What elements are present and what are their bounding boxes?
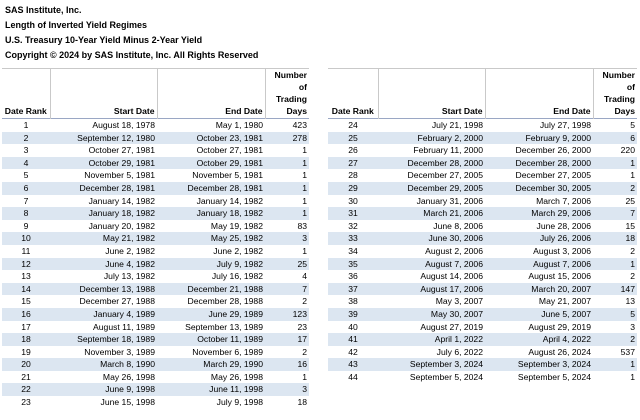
cell-start-date: October 29, 1981 (50, 157, 157, 170)
cell-trading-days: 7 (593, 207, 637, 220)
cell-end-date: June 28, 2006 (485, 220, 593, 233)
cell-trading-days: 18 (593, 232, 637, 245)
cell-start-date: June 2, 1982 (50, 245, 157, 258)
table-row (2, 169, 309, 182)
cell-end-date: December 28, 1988 (157, 295, 265, 308)
cell-start-date: June 30, 2006 (378, 232, 485, 245)
cell-date-rank: 5 (2, 169, 50, 182)
cell-end-date: August 15, 2006 (485, 270, 593, 283)
cell-end-date: January 18, 1982 (157, 207, 265, 220)
table-row (328, 182, 637, 195)
cell-trading-days: 1 (265, 207, 309, 220)
cell-date-rank: 29 (328, 182, 378, 195)
cell-end-date: December 28, 1981 (157, 182, 265, 195)
cell-trading-days: 2 (593, 182, 637, 195)
cell-trading-days: 1 (265, 169, 309, 182)
cell-date-rank: 26 (328, 144, 378, 157)
cell-trading-days: 18 (265, 396, 309, 409)
cell-date-rank: 4 (2, 157, 50, 170)
cell-start-date: April 1, 2022 (378, 333, 485, 346)
cell-trading-days: 17 (265, 333, 309, 346)
cell-start-date: September 12, 1980 (50, 132, 157, 145)
cell-date-rank: 23 (2, 396, 50, 409)
cell-end-date: March 29, 1990 (157, 358, 265, 371)
cell-end-date: June 11, 1998 (157, 383, 265, 396)
table-row (2, 396, 309, 409)
cell-trading-days: 123 (265, 308, 309, 321)
cell-date-rank: 15 (2, 295, 50, 308)
cell-trading-days: 2 (265, 346, 309, 359)
cell-date-rank: 40 (328, 321, 378, 334)
cell-date-rank: 2 (2, 132, 50, 145)
table-row (2, 157, 309, 170)
table-row (328, 308, 637, 321)
cell-date-rank: 34 (328, 245, 378, 258)
cell-end-date: March 29, 2006 (485, 207, 593, 220)
column-header-end-date: End Date (485, 69, 593, 119)
cell-end-date: October 29, 1981 (157, 157, 265, 170)
column-header-start-date: Start Date (50, 69, 157, 119)
cell-trading-days: 7 (265, 283, 309, 296)
cell-trading-days: 15 (593, 220, 637, 233)
cell-trading-days: 423 (265, 119, 309, 132)
cell-start-date: June 9, 1998 (50, 383, 157, 396)
cell-end-date: August 7, 2006 (485, 258, 593, 271)
cell-end-date: February 9, 2000 (485, 132, 593, 145)
cell-trading-days: 3 (593, 321, 637, 334)
cell-start-date: March 8, 1990 (50, 358, 157, 371)
table-row (2, 220, 309, 233)
table-row (2, 245, 309, 258)
cell-date-rank: 25 (328, 132, 378, 145)
table-row (2, 358, 309, 371)
table-row (2, 207, 309, 220)
cell-end-date: July 9, 1982 (157, 258, 265, 271)
cell-start-date: June 4, 1982 (50, 258, 157, 271)
cell-date-rank: 6 (2, 182, 50, 195)
cell-start-date: July 21, 1998 (378, 119, 485, 132)
table-row (328, 157, 637, 170)
cell-end-date: June 2, 1982 (157, 245, 265, 258)
cell-trading-days: 5 (593, 308, 637, 321)
cell-end-date: October 23, 1981 (157, 132, 265, 145)
table-row (328, 346, 637, 359)
cell-end-date: March 20, 2007 (485, 283, 593, 296)
cell-date-rank: 28 (328, 169, 378, 182)
cell-trading-days: 23 (265, 321, 309, 334)
cell-end-date: September 13, 1989 (157, 321, 265, 334)
cell-start-date: May 21, 1982 (50, 232, 157, 245)
table-header-row (2, 69, 309, 119)
cell-end-date: August 3, 2006 (485, 245, 593, 258)
cell-start-date: September 5, 2024 (378, 371, 485, 384)
cell-end-date: July 9, 1998 (157, 396, 265, 409)
table-row (328, 232, 637, 245)
table-row (328, 119, 637, 132)
cell-date-rank: 19 (2, 346, 50, 359)
report-header (5, 3, 258, 63)
table-row (328, 270, 637, 283)
cell-date-rank: 31 (328, 207, 378, 220)
cell-end-date: December 27, 2005 (485, 169, 593, 182)
cell-trading-days: 2 (593, 333, 637, 346)
cell-trading-days: 25 (593, 195, 637, 208)
cell-start-date: November 3, 1989 (50, 346, 157, 359)
cell-start-date: May 26, 1998 (50, 371, 157, 384)
table-row (328, 245, 637, 258)
cell-trading-days: 3 (265, 232, 309, 245)
cell-start-date: August 11, 1989 (50, 321, 157, 334)
cell-trading-days: 1 (265, 182, 309, 195)
column-header-end-date: End Date (157, 69, 265, 119)
table-row (328, 144, 637, 157)
cell-date-rank: 7 (2, 195, 50, 208)
cell-date-rank: 21 (2, 371, 50, 384)
table-body-left (2, 119, 309, 409)
cell-end-date: October 27, 1981 (157, 144, 265, 157)
report-title: Length of Inverted Yield Regimes (5, 20, 148, 30)
cell-trading-days: 1 (593, 157, 637, 170)
report-subtitle: U.S. Treasury 10-Year Yield Minus 2-Year Yield (5, 35, 203, 45)
cell-date-rank: 38 (328, 295, 378, 308)
table-row (2, 182, 309, 195)
inversion-table-right (328, 68, 637, 383)
table-row (328, 258, 637, 271)
cell-date-rank: 12 (2, 258, 50, 271)
cell-end-date: October 11, 1989 (157, 333, 265, 346)
cell-trading-days: 1 (265, 245, 309, 258)
cell-trading-days: 3 (265, 383, 309, 396)
cell-start-date: August 27, 2019 (378, 321, 485, 334)
cell-end-date: June 5, 2007 (485, 308, 593, 321)
cell-start-date: December 28, 1981 (50, 182, 157, 195)
cell-end-date: January 14, 1982 (157, 195, 265, 208)
cell-trading-days: 1 (593, 169, 637, 182)
cell-trading-days: 2 (593, 270, 637, 283)
table-row (2, 232, 309, 245)
cell-end-date: December 26, 2000 (485, 144, 593, 157)
cell-end-date: September 3, 2024 (485, 358, 593, 371)
cell-start-date: July 6, 2022 (378, 346, 485, 359)
cell-date-rank: 43 (328, 358, 378, 371)
cell-end-date: August 26, 2024 (485, 346, 593, 359)
cell-trading-days: 16 (265, 358, 309, 371)
cell-date-rank: 36 (328, 270, 378, 283)
table-row (328, 283, 637, 296)
cell-start-date: August 17, 2006 (378, 283, 485, 296)
cell-date-rank: 44 (328, 371, 378, 384)
cell-trading-days: 2 (265, 295, 309, 308)
column-header-date-rank: Date Rank (2, 69, 50, 119)
cell-date-rank: 10 (2, 232, 50, 245)
cell-date-rank: 16 (2, 308, 50, 321)
table-row (328, 333, 637, 346)
table-row (2, 321, 309, 334)
table-row (328, 295, 637, 308)
cell-end-date: September 5, 2024 (485, 371, 593, 384)
cell-start-date: February 11, 2000 (378, 144, 485, 157)
cell-start-date: January 20, 1982 (50, 220, 157, 233)
table-row (328, 195, 637, 208)
cell-date-rank: 17 (2, 321, 50, 334)
cell-end-date: May 21, 2007 (485, 295, 593, 308)
table-row (2, 144, 309, 157)
table-row (2, 119, 309, 132)
cell-start-date: December 13, 1988 (50, 283, 157, 296)
cell-date-rank: 24 (328, 119, 378, 132)
company-name: SAS Institute, Inc. (5, 5, 82, 15)
cell-start-date: October 27, 1981 (50, 144, 157, 157)
table-row (2, 195, 309, 208)
cell-trading-days: 83 (265, 220, 309, 233)
cell-start-date: May 3, 2007 (378, 295, 485, 308)
table-row (2, 383, 309, 396)
table-row (2, 258, 309, 271)
cell-date-rank: 18 (2, 333, 50, 346)
cell-start-date: May 30, 2007 (378, 308, 485, 321)
cell-start-date: September 18, 1989 (50, 333, 157, 346)
cell-start-date: December 27, 1988 (50, 295, 157, 308)
cell-end-date: May 25, 1982 (157, 232, 265, 245)
cell-start-date: July 13, 1982 (50, 270, 157, 283)
cell-start-date: December 28, 2000 (378, 157, 485, 170)
cell-trading-days: 1 (593, 258, 637, 271)
cell-trading-days: 5 (593, 119, 637, 132)
table-row (328, 321, 637, 334)
cell-end-date: August 29, 2019 (485, 321, 593, 334)
cell-end-date: July 26, 2006 (485, 232, 593, 245)
column-header-start-date: Start Date (378, 69, 485, 119)
table-row (2, 283, 309, 296)
cell-end-date: May 26, 1998 (157, 371, 265, 384)
cell-start-date: March 21, 2006 (378, 207, 485, 220)
cell-trading-days: 2 (593, 245, 637, 258)
cell-trading-days: 1 (593, 371, 637, 384)
cell-start-date: January 18, 1982 (50, 207, 157, 220)
table-header-row (328, 69, 637, 119)
cell-date-rank: 37 (328, 283, 378, 296)
table-row (328, 371, 637, 384)
cell-date-rank: 41 (328, 333, 378, 346)
cell-date-rank: 14 (2, 283, 50, 296)
cell-trading-days: 1 (265, 371, 309, 384)
cell-trading-days: 13 (593, 295, 637, 308)
column-header-trading-days: Number of Trading Days (593, 69, 637, 119)
cell-start-date: August 18, 1978 (50, 119, 157, 132)
table-row (2, 132, 309, 145)
table-row (2, 295, 309, 308)
cell-end-date: November 5, 1981 (157, 169, 265, 182)
cell-trading-days: 1 (265, 157, 309, 170)
table-row (328, 358, 637, 371)
cell-start-date: June 8, 2006 (378, 220, 485, 233)
column-header-date-rank: Date Rank (328, 69, 378, 119)
cell-date-rank: 30 (328, 195, 378, 208)
table-row (2, 346, 309, 359)
cell-trading-days: 147 (593, 283, 637, 296)
table-row (328, 169, 637, 182)
cell-start-date: August 14, 2006 (378, 270, 485, 283)
cell-start-date: August 2, 2006 (378, 245, 485, 258)
cell-start-date: January 31, 2006 (378, 195, 485, 208)
cell-start-date: August 7, 2006 (378, 258, 485, 271)
table-row (2, 333, 309, 346)
cell-start-date: June 15, 1998 (50, 396, 157, 409)
cell-end-date: June 29, 1989 (157, 308, 265, 321)
cell-end-date: July 27, 1998 (485, 119, 593, 132)
cell-date-rank: 42 (328, 346, 378, 359)
cell-trading-days: 1 (265, 195, 309, 208)
table-row (328, 207, 637, 220)
cell-end-date: March 7, 2006 (485, 195, 593, 208)
cell-date-rank: 1 (2, 119, 50, 132)
cell-date-rank: 33 (328, 232, 378, 245)
table-row (2, 270, 309, 283)
cell-trading-days: 6 (593, 132, 637, 145)
cell-end-date: December 30, 2005 (485, 182, 593, 195)
cell-end-date: December 28, 2000 (485, 157, 593, 170)
cell-start-date: February 2, 2000 (378, 132, 485, 145)
cell-date-rank: 3 (2, 144, 50, 157)
cell-start-date: January 4, 1989 (50, 308, 157, 321)
cell-start-date: November 5, 1981 (50, 169, 157, 182)
cell-date-rank: 27 (328, 157, 378, 170)
cell-end-date: April 4, 2022 (485, 333, 593, 346)
cell-end-date: July 16, 1982 (157, 270, 265, 283)
cell-date-rank: 32 (328, 220, 378, 233)
cell-date-rank: 9 (2, 220, 50, 233)
cell-start-date: January 14, 1982 (50, 195, 157, 208)
cell-date-rank: 22 (2, 383, 50, 396)
cell-trading-days: 220 (593, 144, 637, 157)
copyright-notice: Copyright © 2024 by SAS Institute, Inc. All Rights Reserved (5, 50, 259, 60)
cell-date-rank: 8 (2, 207, 50, 220)
cell-trading-days: 25 (265, 258, 309, 271)
cell-date-rank: 35 (328, 258, 378, 271)
table-row (2, 308, 309, 321)
cell-end-date: December 21, 1988 (157, 283, 265, 296)
table-body-right (328, 119, 637, 384)
cell-start-date: September 3, 2024 (378, 358, 485, 371)
cell-start-date: December 29, 2005 (378, 182, 485, 195)
table-row (328, 132, 637, 145)
cell-trading-days: 1 (265, 144, 309, 157)
cell-trading-days: 4 (265, 270, 309, 283)
cell-date-rank: 13 (2, 270, 50, 283)
cell-end-date: May 1, 1980 (157, 119, 265, 132)
cell-trading-days: 537 (593, 346, 637, 359)
cell-trading-days: 278 (265, 132, 309, 145)
column-header-trading-days: Number of Trading Days (265, 69, 309, 119)
cell-end-date: November 6, 1989 (157, 346, 265, 359)
cell-date-rank: 39 (328, 308, 378, 321)
table-row (328, 220, 637, 233)
cell-trading-days: 1 (593, 358, 637, 371)
table-row (2, 371, 309, 384)
cell-date-rank: 20 (2, 358, 50, 371)
cell-start-date: December 27, 2005 (378, 169, 485, 182)
cell-date-rank: 11 (2, 245, 50, 258)
cell-end-date: May 19, 1982 (157, 220, 265, 233)
inversion-table-left (2, 68, 309, 409)
